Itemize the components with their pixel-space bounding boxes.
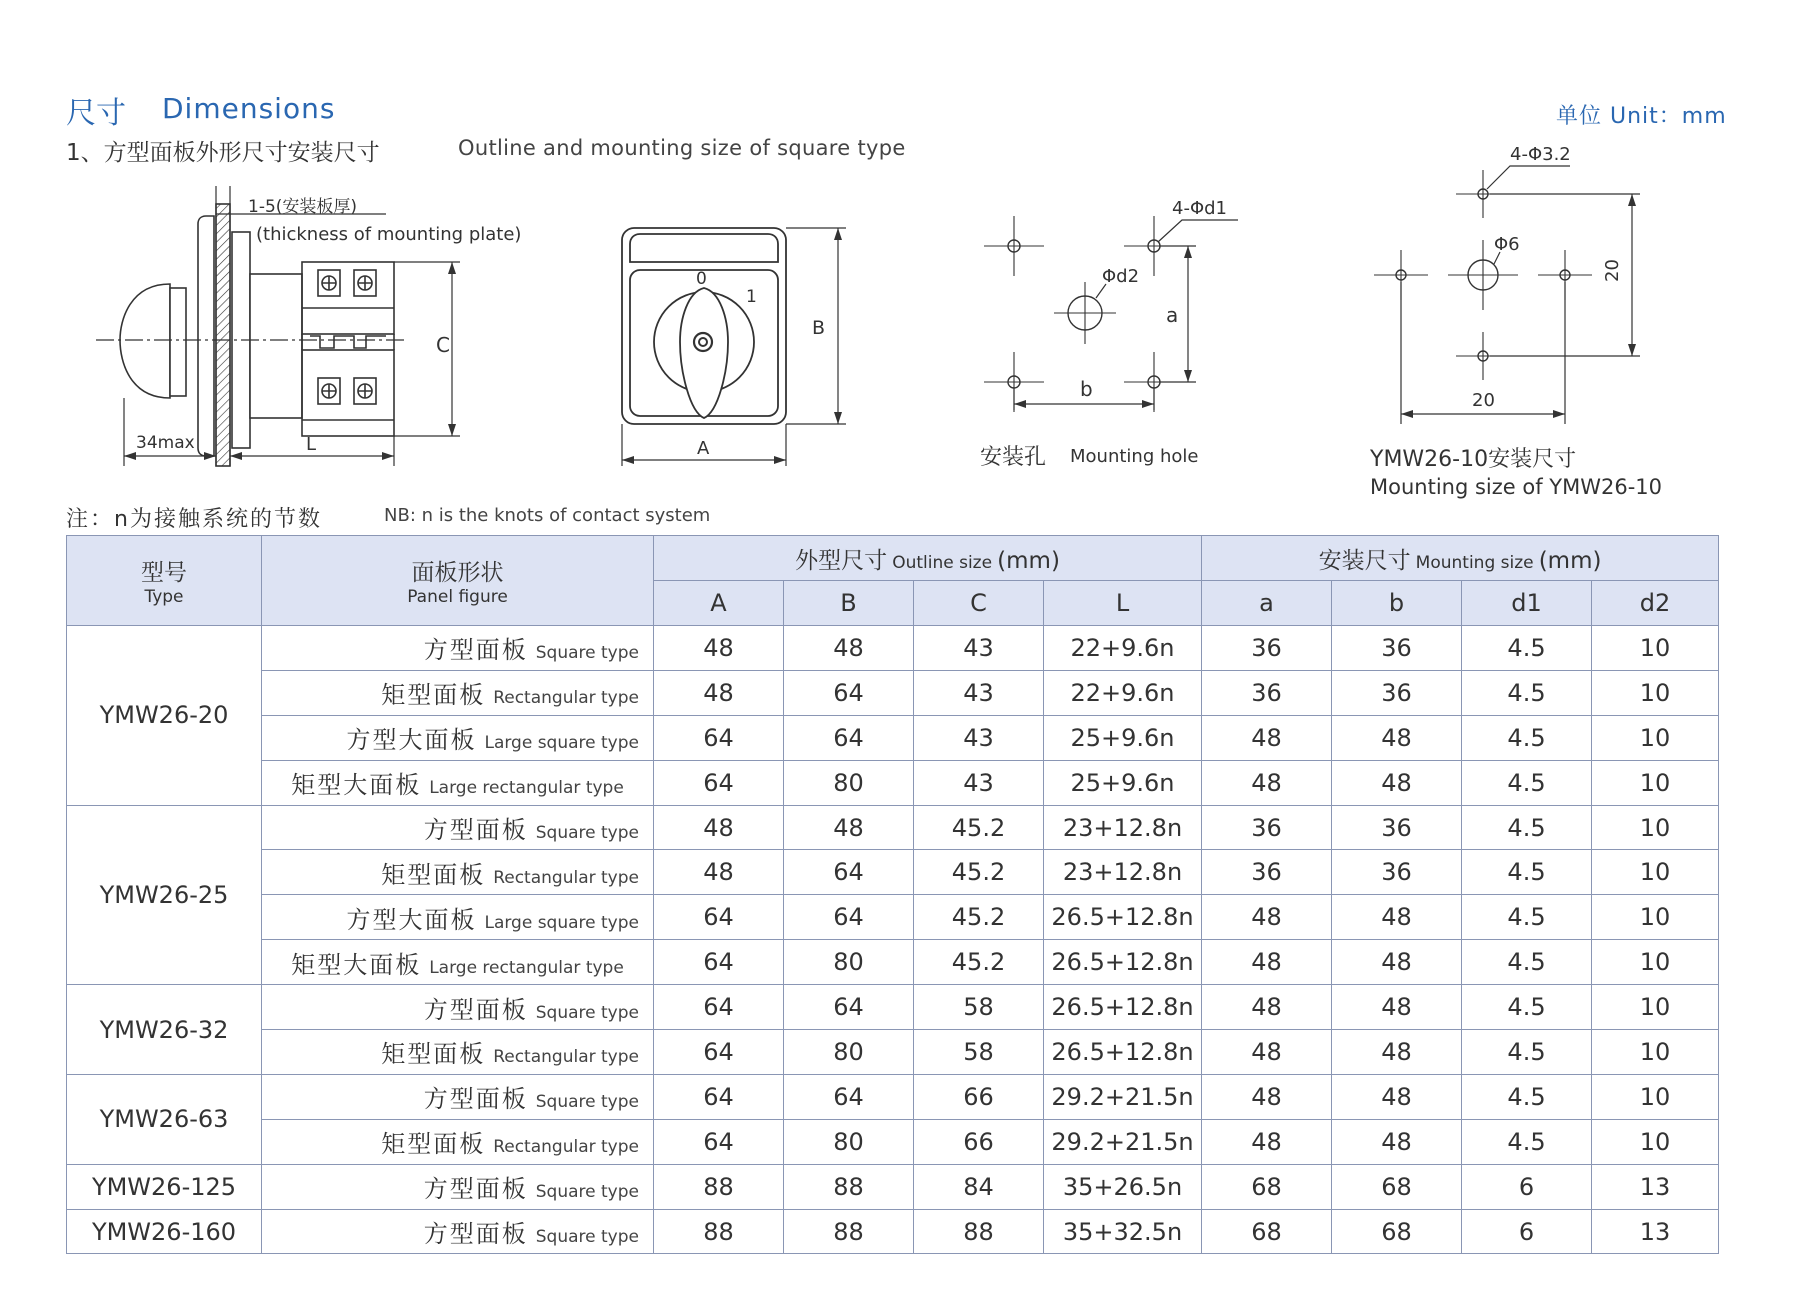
cell-B: 64 (784, 985, 914, 1030)
panel-cell (262, 626, 654, 671)
cell-A: 48 (654, 626, 784, 671)
header-mount-cn: 安装尺寸 (1318, 547, 1411, 574)
cell-A: 64 (654, 1074, 784, 1119)
cell-L: 29.2+21.5n (1044, 1074, 1202, 1119)
cell-b: 48 (1332, 1074, 1462, 1119)
cell-C: 43 (914, 715, 1044, 760)
cell-a: 68 (1202, 1209, 1332, 1254)
cell-d2: 10 (1592, 1119, 1719, 1164)
panel-name-cn: 矩型面板 (381, 860, 486, 889)
cell-A: 88 (654, 1209, 784, 1254)
cell-A: 64 (654, 1119, 784, 1164)
panel-name-cn: 矩型大面板 (291, 771, 422, 800)
cell-C: 43 (914, 670, 1044, 715)
cell-b: 36 (1332, 626, 1462, 671)
cell-b: 36 (1332, 670, 1462, 715)
ymw-caption-2: Mounting size of YMW26-10 (1370, 475, 1663, 499)
cell-B: 80 (784, 1119, 914, 1164)
panel-name-cn: 方型大面板 (346, 726, 477, 755)
cell-A: 48 (654, 670, 784, 715)
panel-name-en: Rectangular type (493, 1047, 639, 1068)
mounting-hole-caption-en: Mounting hole (1070, 446, 1199, 467)
ymw-center-hole-label: Φ6 (1494, 234, 1520, 255)
panel-cell (262, 670, 654, 715)
panel-name-cn: 矩型大面板 (291, 950, 422, 979)
cell-d1: 6 (1462, 1164, 1592, 1209)
ymw-dim-vertical: 20 (1602, 259, 1623, 282)
header-panel-cn: 面板形状 (411, 560, 504, 586)
cell-a: 36 (1202, 626, 1332, 671)
cell-B: 48 (784, 626, 914, 671)
panel-name-en: Large rectangular type (429, 957, 624, 978)
panel-cell (262, 895, 654, 940)
cell-B: 80 (784, 1030, 914, 1075)
cell-B: 64 (784, 850, 914, 895)
cell-d1: 4.5 (1462, 1030, 1592, 1075)
cell-A: 64 (654, 1030, 784, 1075)
col-header-A: A (654, 581, 784, 626)
cell-d1: 4.5 (1462, 1074, 1592, 1119)
panel-name-en: Rectangular type (493, 867, 639, 888)
header-mount-en: Mounting size (1415, 552, 1534, 573)
cell-d1: 4.5 (1462, 940, 1592, 985)
cell-b: 48 (1332, 760, 1462, 805)
table-row (67, 940, 1719, 985)
panel-name-cn: 矩型面板 (381, 681, 486, 710)
panel-name-en: Rectangular type (493, 688, 639, 709)
unit-label: 单位 Unit：mm (1556, 104, 1727, 129)
cell-d2: 13 (1592, 1164, 1719, 1209)
ymw-hole-count-label: 4-Φ3.2 (1510, 144, 1571, 165)
cell-d2: 10 (1592, 940, 1719, 985)
cell-B: 48 (784, 805, 914, 850)
col-header-C: C (914, 581, 1044, 626)
cell-b: 36 (1332, 850, 1462, 895)
cell-a: 48 (1202, 715, 1332, 760)
panel-cell (262, 850, 654, 895)
panel-name-cn: 方型面板 (423, 995, 528, 1024)
panel-name-cn: 矩型面板 (381, 1040, 486, 1069)
table-row (67, 895, 1719, 940)
header-mount-unit: (mm) (1538, 547, 1602, 574)
model-cell: YMW26-32 (67, 985, 262, 1075)
table-row (67, 760, 1719, 805)
panel-name-en: Rectangular type (493, 1137, 639, 1158)
dim-l-label: L (306, 434, 317, 455)
panel-cell (262, 985, 654, 1030)
panel-name-en: Large rectangular type (429, 778, 624, 799)
panel-name-en: Square type (535, 1227, 639, 1248)
model-cell: YMW26-20 (67, 626, 262, 806)
cell-A: 64 (654, 985, 784, 1030)
panel-name-en: Square type (535, 1182, 639, 1203)
cell-a: 36 (1202, 805, 1332, 850)
plate-thickness-en: (thickness of mounting plate) (256, 224, 522, 245)
panel-name-cn: 方型面板 (423, 1175, 528, 1204)
cell-L: 23+12.8n (1044, 805, 1202, 850)
cell-B: 80 (784, 940, 914, 985)
panel-name-cn: 方型面板 (423, 1220, 528, 1249)
header-type (67, 536, 262, 626)
panel-name-en: Square type (535, 823, 639, 843)
cell-A: 64 (654, 940, 784, 985)
model-cell: YMW26-160 (67, 1209, 262, 1254)
dim-b-label: B (812, 317, 826, 339)
ymw-caption-1: YMW26-10安装尺寸 (1370, 447, 1577, 472)
cell-d1: 4.5 (1462, 985, 1592, 1030)
cell-b: 48 (1332, 715, 1462, 760)
cell-B: 88 (784, 1164, 914, 1209)
cell-C: 84 (914, 1164, 1044, 1209)
cell-d1: 4.5 (1462, 670, 1592, 715)
cell-L: 23+12.8n (1044, 850, 1202, 895)
model-cell: YMW26-125 (67, 1164, 262, 1209)
plate-thickness-label: 1-5(安装板厚) (248, 197, 358, 217)
col-header-B: B (784, 581, 914, 626)
header-type-en: Type (144, 587, 184, 607)
cell-a: 48 (1202, 940, 1332, 985)
panel-name-cn: 方型面板 (423, 816, 528, 844)
cell-d2: 10 (1592, 670, 1719, 715)
panel-cell (262, 1209, 654, 1254)
panel-name-en: Large square type (484, 733, 639, 754)
col-header-b: b (1332, 581, 1462, 626)
cell-a: 48 (1202, 895, 1332, 940)
cell-A: 64 (654, 715, 784, 760)
cell-b: 36 (1332, 805, 1462, 850)
header-outline-size (654, 536, 1202, 581)
cell-B: 64 (784, 895, 914, 940)
cell-A: 64 (654, 895, 784, 940)
cell-d2: 10 (1592, 850, 1719, 895)
cell-A: 48 (654, 805, 784, 850)
cell-C: 66 (914, 1119, 1044, 1164)
cell-a: 48 (1202, 760, 1332, 805)
cell-d1: 4.5 (1462, 805, 1592, 850)
panel-cell (262, 1030, 654, 1075)
cell-b: 68 (1332, 1164, 1462, 1209)
table-row (67, 1030, 1719, 1075)
panel-name-cn: 方型面板 (423, 636, 528, 665)
dim-34max-label: 34max (136, 433, 195, 453)
cell-d2: 10 (1592, 1030, 1719, 1075)
center-hole-label: Φd2 (1102, 266, 1140, 287)
dim-b-small: b (1080, 377, 1093, 401)
cell-b: 48 (1332, 1030, 1462, 1075)
panel-cell (262, 940, 654, 985)
section-subtitle-cn: 1、方型面板外形尺寸安装尺寸 (66, 140, 380, 166)
cell-C: 45.2 (914, 940, 1044, 985)
panel-cell (262, 1164, 654, 1209)
cell-L: 25+9.6n (1044, 760, 1202, 805)
cell-a: 48 (1202, 1074, 1332, 1119)
panel-name-en: Square type (535, 643, 639, 664)
col-header-d2: d2 (1592, 581, 1719, 626)
panel-name-en: Square type (535, 1092, 639, 1113)
cell-C: 66 (914, 1074, 1044, 1119)
page-title-en: Dimensions (162, 92, 336, 125)
table-body (67, 626, 1719, 1254)
model-cell: YMW26-25 (67, 805, 262, 985)
table-row (67, 1074, 1719, 1119)
table-row (67, 850, 1719, 895)
dim-a-label: A (697, 438, 710, 459)
cell-b: 48 (1332, 1119, 1462, 1164)
cell-d2: 10 (1592, 715, 1719, 760)
table-row (67, 1164, 1719, 1209)
cell-d2: 10 (1592, 805, 1719, 850)
cell-C: 88 (914, 1209, 1044, 1254)
mounting-hole-caption-cn: 安装孔 (980, 445, 1047, 470)
cell-L: 29.2+21.5n (1044, 1119, 1202, 1164)
table-row (67, 626, 1719, 671)
cell-d1: 4.5 (1462, 760, 1592, 805)
header-mounting-size (1202, 536, 1719, 581)
page-title-cn: 尺寸 (66, 96, 126, 131)
panel-name-cn: 矩型面板 (381, 1130, 486, 1159)
cell-C: 45.2 (914, 805, 1044, 850)
panel-cell (262, 760, 654, 805)
header-outline-en: Outline size (892, 552, 993, 573)
cell-L: 22+9.6n (1044, 626, 1202, 671)
header-type-cn: 型号 (141, 560, 187, 586)
table-row (67, 1119, 1719, 1164)
ymw26-10-mounting-drawing (1374, 166, 1640, 424)
header-outline-cn: 外型尺寸 (795, 547, 888, 574)
panel-cell (262, 1119, 654, 1164)
cell-C: 58 (914, 985, 1044, 1030)
model-cell: YMW26-63 (67, 1074, 262, 1164)
cell-a: 48 (1202, 1030, 1332, 1075)
panel-name-en: Square type (535, 1002, 639, 1023)
cell-C: 58 (914, 1030, 1044, 1075)
cell-a: 48 (1202, 1119, 1332, 1164)
cell-L: 25+9.6n (1044, 715, 1202, 760)
cell-L: 26.5+12.8n (1044, 1030, 1202, 1075)
technical-drawings (0, 0, 1800, 500)
ymw-dim-horizontal: 20 (1472, 390, 1495, 411)
panel-cell (262, 1074, 654, 1119)
cell-C: 43 (914, 760, 1044, 805)
table-row (67, 985, 1719, 1030)
cell-a: 36 (1202, 670, 1332, 715)
col-header-d1: d1 (1462, 581, 1592, 626)
cell-d1: 4.5 (1462, 626, 1592, 671)
panel-name-en: Large square type (484, 912, 639, 933)
table-row (67, 805, 1719, 850)
cell-L: 26.5+12.8n (1044, 895, 1202, 940)
header-outline-unit: (mm) (997, 547, 1060, 574)
cell-b: 48 (1332, 895, 1462, 940)
cell-d1: 4.5 (1462, 1119, 1592, 1164)
mounting-hole-drawing (984, 216, 1238, 412)
cell-b: 48 (1332, 940, 1462, 985)
panel-cell (262, 715, 654, 760)
panel-cell (262, 805, 654, 850)
cell-b: 68 (1332, 1209, 1462, 1254)
front-view-drawing (622, 228, 846, 466)
cell-C: 45.2 (914, 850, 1044, 895)
table-row (67, 670, 1719, 715)
dimensions-table (66, 535, 1719, 1254)
cell-d2: 10 (1592, 895, 1719, 940)
col-header-a: a (1202, 581, 1332, 626)
cell-B: 80 (784, 760, 914, 805)
header-panel (262, 536, 654, 626)
cell-L: 35+26.5n (1044, 1164, 1202, 1209)
cell-B: 64 (784, 1074, 914, 1119)
cell-d1: 4.5 (1462, 715, 1592, 760)
cell-a: 48 (1202, 985, 1332, 1030)
header-panel-en: Panel figure (407, 587, 508, 607)
cell-B: 64 (784, 715, 914, 760)
table-row (67, 1209, 1719, 1254)
cell-d1: 4.5 (1462, 850, 1592, 895)
cell-A: 48 (654, 850, 784, 895)
cell-d2: 10 (1592, 626, 1719, 671)
table-row (67, 715, 1719, 760)
cell-d2: 10 (1592, 760, 1719, 805)
cell-L: 35+32.5n (1044, 1209, 1202, 1254)
note-cn: 注：n为接触系统的节数 (66, 507, 322, 532)
knob-position-0: 0 (696, 269, 707, 289)
cell-B: 88 (784, 1209, 914, 1254)
cell-A: 88 (654, 1164, 784, 1209)
col-header-L: L (1044, 581, 1202, 626)
cell-d2: 10 (1592, 985, 1719, 1030)
cell-B: 64 (784, 670, 914, 715)
dim-c-label: C (436, 333, 450, 357)
hole-count-label: 4-Φd1 (1172, 198, 1227, 219)
knob-position-1: 1 (746, 287, 757, 307)
panel-name-cn: 方型大面板 (346, 905, 477, 934)
cell-L: 22+9.6n (1044, 670, 1202, 715)
cell-d2: 13 (1592, 1209, 1719, 1254)
panel-name-cn: 方型面板 (423, 1085, 528, 1114)
cell-d1: 6 (1462, 1209, 1592, 1254)
cell-C: 45.2 (914, 895, 1044, 940)
cell-L: 26.5+12.8n (1044, 985, 1202, 1030)
cell-a: 68 (1202, 1164, 1332, 1209)
section-subtitle-en: Outline and mounting size of square type (458, 136, 906, 160)
dim-a-small: a (1166, 303, 1179, 327)
cell-L: 26.5+12.8n (1044, 940, 1202, 985)
cell-C: 43 (914, 626, 1044, 671)
cell-a: 36 (1202, 850, 1332, 895)
cell-b: 48 (1332, 985, 1462, 1030)
note-en: NB: n is the knots of contact system (384, 505, 711, 526)
cell-d2: 10 (1592, 1074, 1719, 1119)
cell-d1: 4.5 (1462, 895, 1592, 940)
cell-A: 64 (654, 760, 784, 805)
